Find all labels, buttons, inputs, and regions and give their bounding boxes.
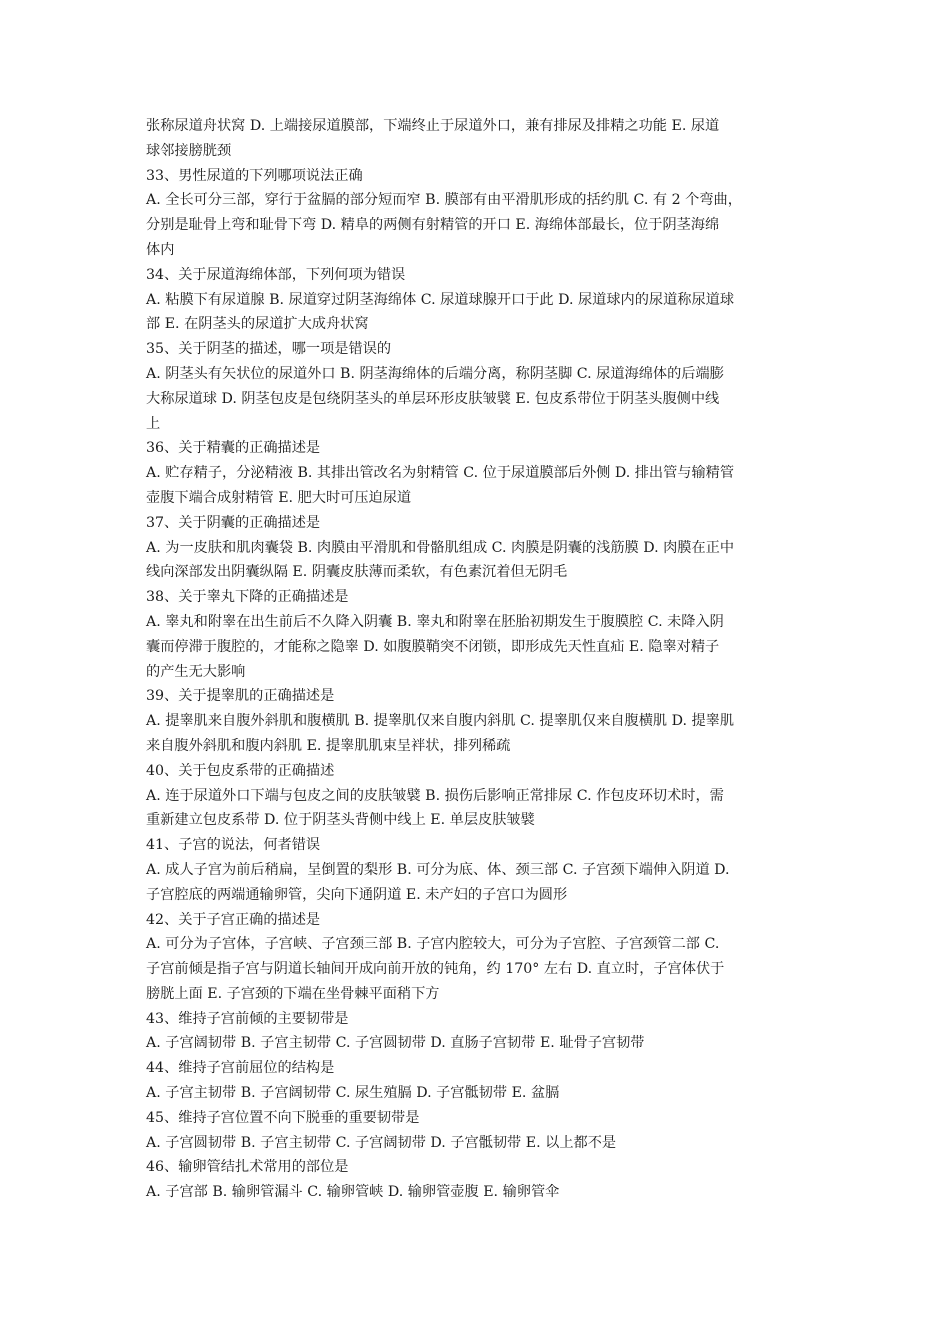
question-title: 40、关于包皮系带的正确描述 [146, 762, 335, 779]
text-line: 球邻接膀胱颈 [146, 142, 232, 159]
text-line: 囊而停滞于腹腔的，才能称之隐睾 D. 如腹膜鞘突不闭锁，即形成先天性直疝 E. 隐睾对精子 [146, 638, 720, 655]
question-title: 35、关于阴茎的描述，哪一项是错误的 [146, 341, 392, 358]
text-line: 的产生无大影响 [146, 663, 246, 680]
question-title: 38、关于睾丸下降的正确描述是 [146, 589, 349, 606]
document-page [146, 114, 810, 1205]
question-title: 41、子宫的说法，何者错误 [146, 837, 321, 854]
text-line: A. 贮存精子，分泌精液 B. 其排出管改名为射精管 C. 位于尿道膜部后外侧 D. 排出管与输精管 [146, 465, 735, 482]
question-title: 36、关于精囊的正确描述是 [146, 440, 321, 457]
text-line: A. 子宫部 B. 输卵管漏斗 C. 输卵管峡 D. 输卵管壶腹 E. 输卵管伞 [146, 1184, 560, 1201]
question-title: 45、维持子宫位置不向下脱垂的重要韧带是 [146, 1109, 420, 1126]
text-line: A. 子宫主韧带 B. 子宫阔韧带 C. 尿生殖膈 D. 子宫骶韧带 E. 盆膈 [146, 1085, 560, 1102]
text-line: 部 E. 在阴茎头的尿道扩大成舟状窝 [146, 316, 369, 333]
question-title: 46、输卵管结扎术常用的部位是 [146, 1159, 349, 1176]
text-line: A. 子宫阔韧带 B. 子宫主韧带 C. 子宫圆韧带 D. 直肠子宫韧带 E. 耻骨子宫韧带 [146, 1035, 645, 1052]
question-title: 37、关于阴囊的正确描述是 [146, 514, 321, 531]
text-line: 壶腹下端合成射精管 E. 肥大时可压迫尿道 [146, 489, 412, 506]
text-line: A. 可分为子宫体，子宫峡、子宫颈三部 B. 子宫内腔较大，可分为子宫腔、子宫颈管二部 C. [146, 936, 720, 953]
text-line: A. 阴茎头有矢状位的尿道外口 B. 阴茎海绵体的后端分离，称阴茎脚 C. 尿道海绵体的后端膨 [146, 365, 724, 382]
text-line: 线向深部发出阴囊纵隔 E. 阴囊皮肤薄而柔软，有色素沉着但无阴毛 [146, 564, 568, 581]
text-line: 子宫前倾是指子宫与阴道长轴间开成向前开放的钝角，约 170° 左右 D. 直立时，子宫体伏于 [146, 961, 725, 978]
text-line: 来自腹外斜肌和腹内斜肌 E. 提睾肌肌束呈袢状，排列稀疏 [146, 737, 511, 754]
question-title: 33、男性尿道的下列哪项说法正确 [146, 167, 363, 184]
text-line: A. 连于尿道外口下端与包皮之间的皮肤皱襞 B. 损伤后影响正常排尿 C. 作包皮环切术时，需 [146, 787, 724, 804]
question-title: 42、关于子宫正确的描述是 [146, 911, 321, 928]
text-line: 膀胱上面 E. 子宫颈的下端在坐骨棘平面稍下方 [146, 985, 440, 1002]
text-line: 体内 [146, 241, 175, 258]
text-line: A. 粘膜下有尿道腺 B. 尿道穿过阴茎海绵体 C. 尿道球腺开口于此 D. 尿道球内的尿道称尿道球 [146, 291, 735, 308]
question-title: 39、关于提睾肌的正确描述是 [146, 688, 335, 705]
question-title: 34、关于尿道海绵体部，下列何项为错误 [146, 266, 406, 283]
text-line: A. 提睾肌来自腹外斜肌和腹横肌 B. 提睾肌仅来自腹内斜肌 C. 提睾肌仅来自腹横肌 D. 提睾肌 [146, 713, 735, 730]
text-line: A. 为一皮肤和肌肉囊袋 B. 肉膜由平滑肌和骨骼肌组成 C. 肉膜是阴囊的浅筋膜 D. 肉膜在正中 [146, 539, 735, 556]
text-line: 重新建立包皮系带 D. 位于阴茎头背侧中线上 E. 单层皮肤皱襞 [146, 812, 535, 829]
text-line: 张称尿道舟状窝 D. 上端接尿道膜部，下端终止于尿道外口，兼有排尿及排精之功能 E. 尿道 [146, 118, 720, 134]
question-title: 44、维持子宫前屈位的结构是 [146, 1060, 335, 1077]
text-line: 上 [146, 415, 161, 432]
text-line: A. 成人子宫为前后稍扁，呈倒置的梨形 B. 可分为底、体、颈三部 C. 子宫颈下端伸入阴道 D. [146, 861, 730, 878]
question-title: 43、维持子宫前倾的主要韧带是 [146, 1010, 349, 1027]
text-line: 子宫腔底的两端通输卵管，尖向下通阴道 E. 未产妇的子宫口为圆形 [146, 886, 568, 903]
text-line: A. 子宫圆韧带 B. 子宫主韧带 C. 子宫阔韧带 D. 子宫骶韧带 E. 以上都不是 [146, 1134, 617, 1151]
text-line: 大称尿道球 D. 阴茎包皮是包绕阴茎头的单层环形皮肤皱襞 E. 包皮系带位于阴茎头腹侧中线 [146, 390, 720, 407]
text-line: A. 全长可分三部，穿行于盆膈的部分短而窄 B. 膜部有由平滑肌形成的括约肌 C. 有 2 个弯曲， [146, 192, 742, 209]
text-line: A. 睾丸和附睾在出生前后不久降入阴囊 B. 睾丸和附睾在胚胎初期发生于腹膜腔 C. 未降入阴 [146, 613, 724, 630]
text-line: 分别是耻骨上弯和耻骨下弯 D. 精阜的两侧有射精管的开口 E. 海绵体部最长，位于阴茎海绵 [146, 217, 720, 234]
